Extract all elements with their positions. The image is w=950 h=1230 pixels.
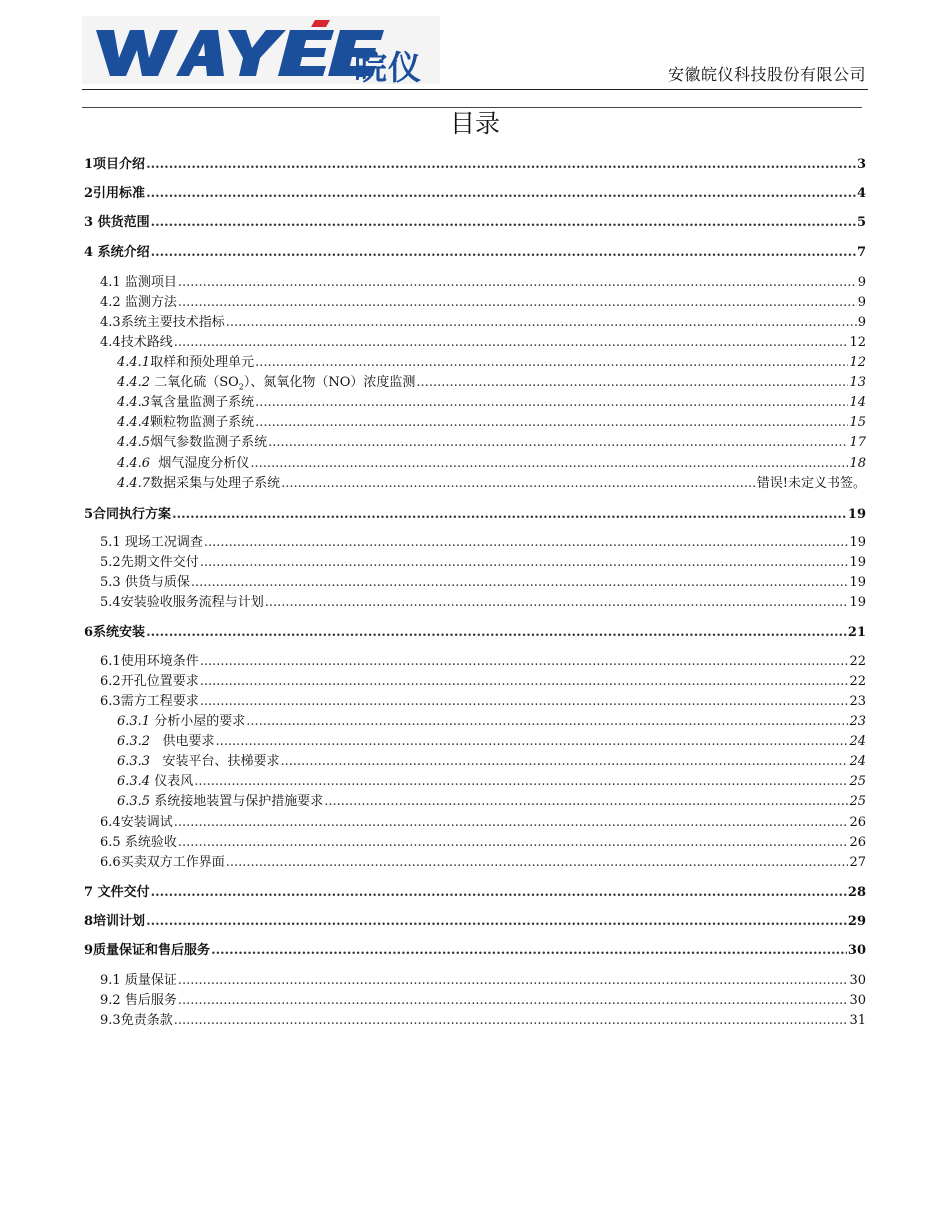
toc-entry-number: 5.1 (100, 535, 121, 550)
company-name: 安徽皖仪科技股份有限公司 (667, 65, 866, 84)
toc-entry-label (117, 435, 267, 451)
toc-entry-number: 6 (84, 625, 94, 640)
toc-entry[interactable] (100, 275, 866, 291)
toc-entry[interactable] (117, 415, 866, 431)
toc-entry-title: 引用标准 (93, 186, 146, 201)
logo-chinese-text: 皖仪 (354, 48, 422, 87)
toc-entry-page: 3 (856, 157, 866, 172)
toc-entry-label (117, 734, 214, 750)
toc-entry-title: 免责条款 (120, 1013, 173, 1028)
toc-entry-page: 15 (849, 415, 866, 430)
toc-entry-label (100, 694, 199, 710)
toc-entry-title: 数据采集与处理子系统 (150, 476, 281, 491)
toc-entry-number: 4.4 (100, 335, 121, 350)
toc-entry-title: 系统介绍 (93, 245, 150, 260)
toc-leader-dots (146, 914, 847, 930)
toc-entry-title: 氧含量监测子系统 (150, 395, 255, 410)
toc-entry[interactable] (84, 186, 866, 202)
toc-entry[interactable] (100, 315, 866, 331)
toc-leader-dots (178, 295, 857, 311)
toc-entry-title: 合同执行方案 (93, 507, 172, 522)
toc-entry-title: 供货与质保 (120, 575, 190, 590)
toc-leader-dots (200, 694, 849, 710)
toc-entry-page: 26 (849, 815, 866, 830)
toc-entry-label (100, 993, 177, 1009)
toc-leader-dots (226, 855, 849, 871)
toc-entry-page: 19 (847, 507, 866, 522)
toc-entry-title: 安装平台、扶梯要求 (150, 754, 280, 769)
toc-entry[interactable] (100, 973, 866, 989)
toc-entry-label (117, 456, 249, 472)
toc-entry-page: 12 (849, 355, 866, 370)
toc-entry-number: 4.2 (100, 295, 121, 310)
toc-entry-title: 使用环境条件 (120, 654, 199, 669)
toc-entry[interactable] (117, 456, 866, 472)
toc-entry-title: 二氧化硫（SO (150, 375, 239, 390)
toc-entry-label (84, 625, 145, 641)
toc-entry-page: 9 (857, 315, 866, 330)
toc-entry-label (100, 335, 173, 351)
toc-entry-title: 项目介绍 (93, 157, 146, 172)
toc-entry[interactable] (117, 435, 866, 451)
toc-entry-title-cont: ）、氮氧化物（NO）浓度监测 (243, 375, 416, 390)
page-title: 目录 (449, 109, 500, 138)
header-rule (82, 89, 868, 90)
toc-entry-title: 培训计划 (93, 914, 146, 929)
toc-entry-page: 21 (847, 625, 866, 640)
toc-entry-number: 4.4.5 (117, 435, 151, 450)
toc-entry-page: 9 (857, 275, 866, 290)
toc-entry[interactable] (84, 914, 866, 930)
toc-entry-number: 6.3.3 (117, 754, 151, 769)
toc-entry-title: 技术路线 (120, 335, 173, 350)
toc-leader-dots (255, 395, 848, 411)
toc-entry-label (100, 295, 177, 311)
toc-entry-number: 5.2 (100, 555, 121, 570)
toc-entry-page: 5 (856, 215, 866, 230)
company-logo (82, 16, 440, 87)
toc-entry-number: 4.4.2 (117, 375, 151, 390)
toc-entry-number: 4.4.6 (117, 456, 151, 471)
toc-entry-label (84, 157, 145, 173)
toc-entry-label (100, 1013, 173, 1029)
toc-entry-number: 6.4 (100, 815, 121, 830)
toc-entry-title: 先期文件交付 (120, 555, 199, 570)
toc-leader-dots (265, 595, 849, 611)
toc-entry[interactable] (84, 885, 866, 901)
toc-entry-number: 8 (84, 914, 94, 929)
toc-entry-title: 文件交付 (93, 885, 150, 900)
toc-entry[interactable] (100, 1013, 866, 1029)
toc-entry-number: 4.3 (100, 315, 121, 330)
toc-entry-page: 26 (849, 835, 866, 850)
toc-entry-subscript: 2 (238, 382, 244, 392)
toc-entry-page: 19 (849, 555, 866, 570)
toc-entry-page: 18 (849, 456, 866, 471)
toc-entry-title: 需方工程要求 (120, 694, 199, 709)
toc-entry-title: 仪表风 (150, 774, 194, 789)
toc-entry-page: 30 (849, 973, 866, 988)
toc-entry-page: 22 (849, 674, 866, 689)
toc-entry-page: 13 (849, 375, 866, 390)
toc-leader-dots (146, 186, 856, 202)
toc-entry-page: 19 (849, 535, 866, 550)
toc-entry-number: 4.4.1 (117, 355, 151, 370)
toc-entry-label (100, 315, 225, 331)
toc-entry-page: 19 (849, 595, 866, 610)
toc-entry-label (84, 245, 150, 261)
toc-leader-dots (281, 476, 756, 492)
toc-entry-label (100, 535, 203, 551)
toc-leader-dots (174, 1013, 849, 1029)
toc-leader-dots (200, 555, 849, 571)
toc-entry[interactable] (100, 694, 866, 710)
toc-leader-dots (268, 435, 848, 451)
toc-leader-dots (416, 375, 848, 391)
toc-leader-dots (151, 885, 847, 901)
toc-entry-label (117, 714, 245, 730)
toc-entry-number: 9 (84, 943, 94, 958)
toc-entry-page: 24 (849, 754, 866, 769)
toc-entry-title: 系统安装 (93, 625, 146, 640)
toc-entry-number: 6.6 (100, 855, 121, 870)
toc-entry-page: 31 (849, 1013, 866, 1028)
toc-entry[interactable] (84, 943, 866, 959)
toc-entry-title: 监测项目 (120, 275, 177, 290)
toc-entry-label (117, 375, 415, 396)
toc-entry-label (100, 835, 177, 851)
toc-entry-title: 系统验收 (120, 835, 177, 850)
toc-entry-title: 监测方法 (120, 295, 177, 310)
toc-leader-dots (174, 815, 849, 831)
toc-entry-page: 30 (849, 993, 866, 1008)
toc-leader-dots (250, 456, 848, 472)
toc-leader-dots (172, 507, 847, 523)
toc-entry-number: 6.2 (100, 674, 121, 689)
toc-entry-title: 系统主要技术指标 (120, 315, 225, 330)
toc-entry-label (84, 215, 150, 231)
toc-entry-number: 6.5 (100, 835, 121, 850)
toc-leader-dots (246, 714, 848, 730)
toc-entry-number: 5 (84, 507, 94, 522)
toc-entry-title: 供货范围 (93, 215, 150, 230)
toc-entry-page: 错误!未定义书签。 (756, 476, 866, 491)
toc-entry-title: 质量保证 (120, 973, 177, 988)
toc-entry[interactable] (100, 855, 866, 871)
toc-entry[interactable] (117, 714, 866, 730)
toc-entry-page: 29 (847, 914, 866, 929)
toc-entry[interactable] (117, 395, 866, 411)
toc-entry-title: 售后服务 (120, 993, 177, 1008)
toc-entry-number: 5.4 (100, 595, 121, 610)
toc-leader-dots (255, 415, 848, 431)
toc-leader-dots (204, 535, 849, 551)
toc-entry-title: 现场工况调查 (120, 535, 203, 550)
toc-entry-number: 4.4.3 (117, 395, 151, 410)
toc-leader-dots (151, 245, 856, 261)
toc-leader-dots (146, 625, 847, 641)
toc-entry-page: 7 (856, 245, 866, 260)
toc-entry-page: 22 (849, 654, 866, 669)
toc-entry[interactable] (117, 734, 866, 750)
toc-entry-number: 6.1 (100, 654, 121, 669)
toc-entry-number: 6.3.5 (117, 794, 151, 809)
toc-entry[interactable] (84, 507, 866, 523)
toc-leader-dots (174, 335, 849, 351)
toc-entry-label (100, 275, 177, 291)
toc-entry[interactable] (100, 295, 866, 311)
toc-entry[interactable] (100, 555, 866, 571)
toc-entry-page: 30 (847, 943, 866, 958)
toc-entry[interactable] (117, 774, 866, 790)
toc-entry-number: 4.4.7 (117, 476, 151, 491)
toc-entry[interactable] (100, 335, 866, 351)
toc-leader-dots (280, 754, 848, 770)
toc-entry[interactable] (100, 535, 866, 551)
toc-entry-label (117, 395, 254, 411)
page-header (82, 16, 868, 90)
toc-entry-label (84, 943, 210, 959)
toc-entry-number: 1 (84, 157, 94, 172)
toc-entry-number: 2 (84, 186, 94, 201)
toc-entry-title: 供电要求 (150, 734, 215, 749)
toc-entry-number: 9.3 (100, 1013, 121, 1028)
toc-entry-label (100, 815, 173, 831)
toc-leader-dots (178, 973, 849, 989)
toc-leader-dots (146, 157, 856, 173)
toc-entry-label (117, 754, 279, 770)
toc-leader-dots (151, 215, 856, 231)
toc-entry[interactable] (117, 476, 866, 492)
toc-leader-dots (215, 734, 848, 750)
toc-entry-label (100, 654, 199, 670)
toc-entry-page: 14 (849, 395, 866, 410)
toc-entry-number: 4.4.4 (117, 415, 151, 430)
toc-entry-number: 9.2 (100, 993, 121, 1008)
toc-entry-page: 4 (856, 186, 866, 201)
toc-entry-label (117, 774, 193, 790)
toc-entry-title: 买卖双方工作界面 (120, 855, 225, 870)
toc-entry[interactable] (100, 654, 866, 670)
toc-entry-title: 烟气参数监测子系统 (150, 435, 268, 450)
toc-entry-title: 取样和预处理单元 (150, 355, 255, 370)
toc-entry-page: 24 (849, 734, 866, 749)
toc-entry-title: 系统接地装置与保护措施要求 (150, 794, 324, 809)
toc-entry[interactable] (84, 245, 866, 261)
toc-leader-dots (178, 993, 849, 1009)
toc-entry[interactable] (100, 993, 866, 1009)
toc-entry-title: 质量保证和售后服务 (93, 943, 211, 958)
toc-entry-number: 4 (84, 245, 94, 260)
toc-entry-label (100, 674, 199, 690)
toc-entry-page: 27 (849, 855, 866, 870)
toc-entry-label (84, 507, 171, 523)
toc-leader-dots (178, 835, 849, 851)
toc-entry-label (100, 575, 190, 591)
toc-entry-number: 6.3 (100, 694, 121, 709)
toc-entry-page: 25 (849, 774, 866, 789)
toc-leader-dots (178, 275, 857, 291)
toc-entry-label (84, 914, 145, 930)
toc-entry-label (100, 973, 177, 989)
toc-leader-dots (191, 575, 849, 591)
toc-entry[interactable] (100, 575, 866, 591)
toc-entry-page: 9 (857, 295, 866, 310)
toc-entry-title: 开孔位置要求 (120, 674, 199, 689)
toc-entry[interactable] (117, 754, 866, 770)
toc-entry-label (117, 355, 254, 371)
toc-entry-label (100, 595, 264, 611)
toc-entry[interactable] (84, 215, 866, 231)
toc-entry[interactable] (84, 157, 866, 173)
toc-entry-title: 安装调试 (120, 815, 173, 830)
toc-entry[interactable] (100, 815, 866, 831)
toc-entry[interactable] (100, 835, 866, 851)
toc-entry-number: 9.1 (100, 973, 121, 988)
toc-entry-page: 23 (849, 694, 866, 709)
toc-entry[interactable] (117, 794, 866, 810)
toc-entry-title: 烟气湿度分析仪 (150, 456, 250, 471)
toc-entry-title: 分析小屋的要求 (150, 714, 246, 729)
toc-entry-number: 6.3.4 (117, 774, 151, 789)
toc-entry-title: 颗粒物监测子系统 (150, 415, 255, 430)
toc-entry[interactable] (117, 355, 866, 371)
toc-entry-page: 25 (849, 794, 866, 809)
toc-entry-number: 5.3 (100, 575, 121, 590)
toc-entry-page: 17 (849, 435, 866, 450)
toc-entry-number: 6.3.1 (117, 714, 151, 729)
toc-entry-label (100, 855, 225, 871)
toc-leader-dots (211, 943, 847, 959)
toc-entry-label (84, 885, 150, 901)
toc-entry[interactable] (100, 595, 866, 611)
toc-leader-dots (255, 355, 848, 371)
toc-entry-number: 6.3.2 (117, 734, 151, 749)
toc-leader-dots (226, 315, 857, 331)
toc-entry-label (117, 794, 323, 810)
toc-leader-dots (194, 774, 848, 790)
toc-entry-number: 4.1 (100, 275, 121, 290)
toc-entry[interactable] (100, 674, 866, 690)
toc-entry-label (117, 415, 254, 431)
toc-entry-page: 12 (849, 335, 866, 350)
toc-entry-page: 23 (849, 714, 866, 729)
toc-entry-label (84, 186, 145, 202)
toc-entry-number: 3 (84, 215, 94, 230)
toc-entry-label (100, 555, 199, 571)
toc-entry[interactable] (84, 625, 866, 641)
toc-leader-dots (200, 654, 849, 670)
toc-entry-page: 28 (847, 885, 866, 900)
toc-leader-dots (324, 794, 848, 810)
toc-entry-number: 7 (84, 885, 94, 900)
toc-entry-page: 19 (849, 575, 866, 590)
toc-entry-title: 安装验收服务流程与计划 (120, 595, 264, 610)
toc-entry-label (117, 476, 280, 492)
toc-entry[interactable] (117, 375, 866, 396)
toc-leader-dots (200, 674, 849, 690)
